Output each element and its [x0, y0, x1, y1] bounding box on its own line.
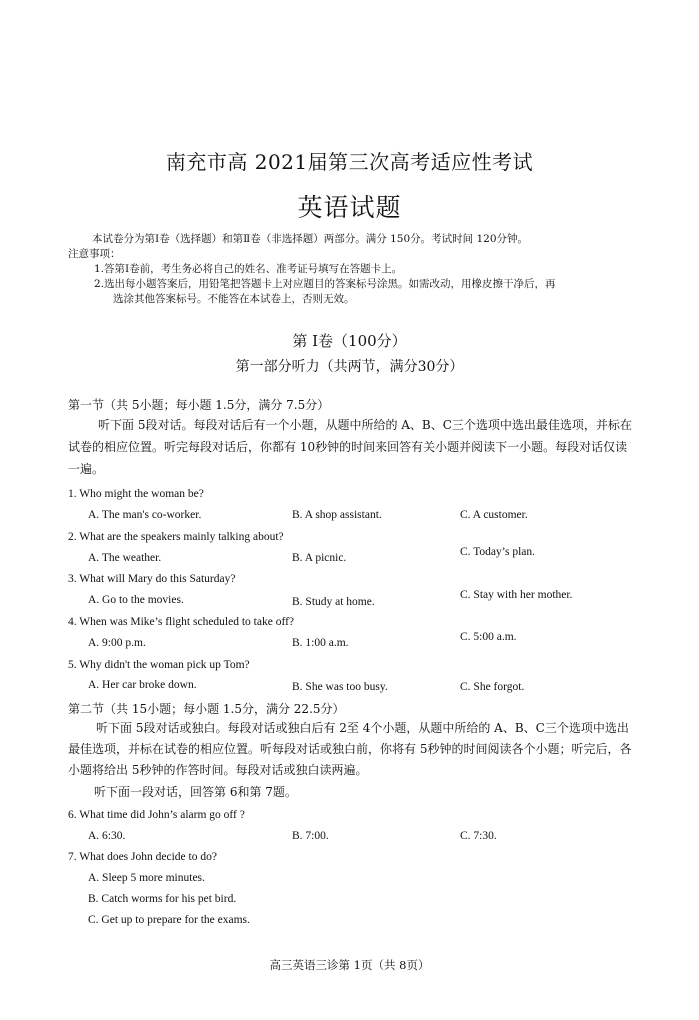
question-3-stem: 3. What will Mary do this Saturday?: [68, 573, 236, 585]
question-3-option-c: C. Stay with her mother.: [460, 589, 573, 601]
question-4-option-c: C. 5:00 a.m.: [460, 631, 517, 643]
notice-item-2-continued: 选涂其他答案标号。不能答在本试卷上，否则无效。: [113, 293, 355, 305]
notice-heading: 注意事项：: [68, 248, 121, 260]
section-1-instructions: 听下面 5段对话。每段对话后有一个小题，从题中所给的 A、B、C三个选项中选出最佳选项，并标在试卷的相应位置。听完每段对话后，你都有 10秒钟的时间来回答有关小题并阅读下一小题。每段对话仅读一遍。: [68, 418, 632, 476]
notice-item-2: 2.选出每小题答案后，用铅笔把答题卡上对应题目的答案标号涂黑。如需改动，用橡皮擦干净后，再: [94, 278, 556, 290]
question-1-option-c: C. A customer.: [460, 509, 528, 521]
question-2-option-c: C. Today’s plan.: [460, 546, 536, 558]
question-4-stem: 4. When was Mike’s flight scheduled to take off?: [68, 616, 295, 628]
question-6-option-b: B. 7:00.: [292, 830, 329, 842]
page-footer: 高三英语三诊第 1页（共 8页）: [269, 958, 430, 972]
question-5-option-c: C. She forgot.: [460, 681, 525, 693]
part-title: 第一部分听力（共两节，满分30分）: [235, 359, 464, 375]
exam-title: 南充市高 2021届第三次高考适应性考试: [165, 150, 534, 174]
question-3-option-a: A. Go to the movies.: [88, 594, 184, 606]
question-7-option-c: C. Get up to prepare for the exams.: [88, 914, 250, 926]
question-6-option-a: A. 6:30.: [88, 830, 126, 842]
section-2-heading: 第二节（共 15小题；每小题 1.5分，满分 22.5分）: [68, 702, 345, 716]
section-1-heading: 第一节（共 5小题；每小题 1.5分，满分 7.5分）: [68, 398, 330, 412]
question-4-option-a: A. 9:00 p.m.: [88, 637, 146, 649]
question-1-stem: 1. Who might the woman be?: [68, 488, 204, 500]
question-4-option-b: B. 1:00 a.m.: [292, 637, 349, 649]
section-2-instructions: 听下面 5段对话或独白。每段对话或独白后有 2至 4个小题，从题中所给的 A、B、C三个选项中选出最佳选项，并标在试卷的相应位置。听每段对话或独白前，你将有 5秒钟的时间阅读各个小题；听完后，各小题将给出 5秒钟的作答时间。每段对话或独白读两遍。: [68, 721, 632, 777]
question-7-option-b: B. Catch worms for his pet bird.: [88, 893, 237, 905]
volume-title: 第 I卷（100分）: [292, 332, 407, 350]
intro-line: 本试卷分为第Ⅰ卷（选择题）和第Ⅱ卷（非选择题）两部分。满分 150分。考试时间 120分钟。: [92, 233, 529, 245]
dialog-instruction: 听下面一段对话，回答第 6和第 7题。: [94, 785, 297, 799]
question-6-option-c: C. 7:30.: [460, 830, 497, 842]
question-2-option-a: A. The weather.: [88, 552, 162, 564]
question-7-option-a: A. Sleep 5 more minutes.: [88, 872, 205, 884]
question-1-option-a: A. The man's co-worker.: [88, 509, 202, 521]
question-6-stem: 6. What time did John’s alarm go off ?: [68, 809, 245, 821]
question-2-option-b: B. A picnic.: [292, 552, 347, 564]
notice-item-1: 1.答第Ⅰ卷前，考生务必将自己的姓名、准考证号填写在答题卡上。: [94, 263, 403, 275]
question-3-option-b: B. Study at home.: [292, 596, 375, 608]
question-7-stem: 7. What does John decide to do?: [68, 851, 217, 863]
question-5-option-b: B. She was too busy.: [292, 681, 388, 693]
question-1-option-b: B. A shop assistant.: [292, 509, 382, 521]
question-2-stem: 2. What are the speakers mainly talking about?: [68, 531, 284, 543]
question-5-stem: 5. Why didn't the woman pick up Tom?: [68, 659, 250, 671]
subject-title: 英语试题: [297, 193, 402, 222]
question-5-option-a: A. Her car broke down.: [88, 679, 197, 691]
